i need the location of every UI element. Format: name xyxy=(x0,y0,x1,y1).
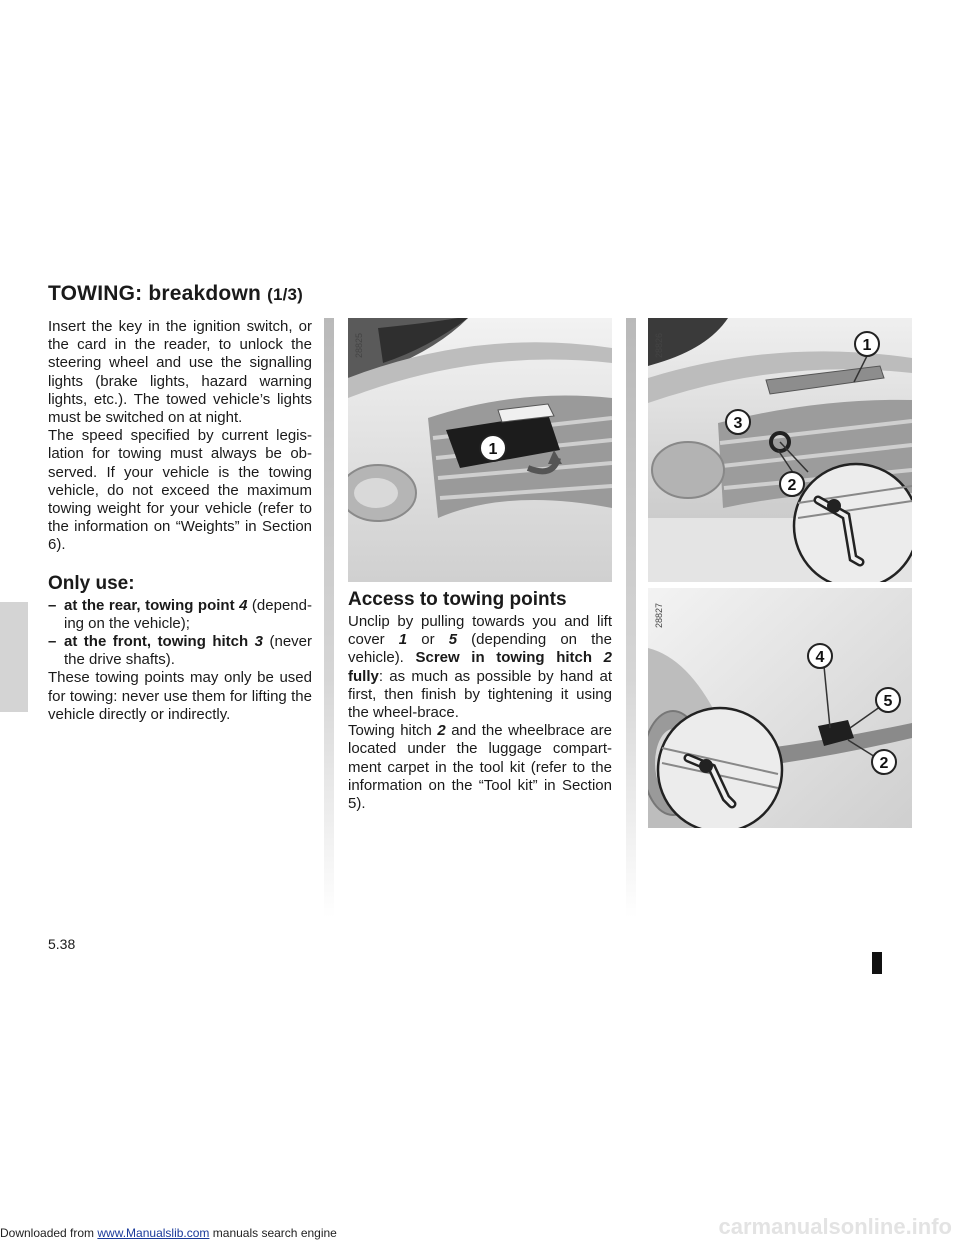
list-text xyxy=(64,597,312,633)
figure-front-hitch xyxy=(648,318,912,582)
text-run: : as much as possible by hand at first, then finish by tightening it using the wheel-brace. xyxy=(348,667,612,722)
left-column xyxy=(48,318,312,724)
intro-paragraph-2: The speed specified by current legis-lation for towing must always be ob-served. If your vehicle is the towing vehicle, do not exceed the maximum towing weight for your vehicle (refer to the information on “Weights” in Section 6). xyxy=(48,427,312,554)
callout-label: 1 xyxy=(488,441,498,458)
ref-number: 1 xyxy=(398,631,408,649)
list-ref: 3 xyxy=(254,633,264,651)
list-rest: (depend-ing on the vehicle); xyxy=(64,596,312,632)
callout-label: 5 xyxy=(883,693,893,710)
title-text: TOWING: breakdown xyxy=(48,282,262,305)
access-paragraph-1 xyxy=(348,613,612,722)
text-run: Towing hitch xyxy=(348,722,438,740)
column-separator xyxy=(626,318,636,918)
end-marker xyxy=(872,952,882,974)
rear-point-illustration xyxy=(648,588,912,828)
callout-label: 4 xyxy=(815,649,825,666)
figure-front-cover xyxy=(348,318,612,582)
closing-paragraph: These towing points may only be used for towing: never use them for lifting the vehicle directly or indirectly. xyxy=(48,669,312,723)
manualslib-link[interactable]: www.Manualslib.com xyxy=(97,1226,210,1240)
list-item xyxy=(48,633,312,669)
figure-number: 28825 xyxy=(354,332,364,358)
list-bold: at the front, towing hitch xyxy=(64,633,249,651)
ref-number: 5 xyxy=(448,631,458,649)
text-run: Unclip by pulling towards you and lift cover xyxy=(348,613,612,649)
bold-text: Screw in towing hitch xyxy=(415,649,593,667)
only-use-heading: Only use: xyxy=(48,572,135,594)
footer-suffix: manuals search engine xyxy=(209,1226,337,1240)
figure-number: 28827 xyxy=(654,602,664,628)
list-item xyxy=(48,597,312,633)
access-heading: Access to towing points xyxy=(348,589,567,610)
ref-number: 2 xyxy=(437,722,446,740)
download-footer xyxy=(0,1226,337,1240)
list-dash: – xyxy=(48,596,57,614)
front-cover-illustration xyxy=(348,318,612,582)
column-separator xyxy=(324,318,334,918)
text-run: or xyxy=(407,631,449,649)
watermark: carmanualsonline.info xyxy=(718,1214,952,1239)
callout-label: 2 xyxy=(879,755,889,772)
page-number: 5.38 xyxy=(48,936,76,952)
list-bold: at the rear, towing point xyxy=(64,596,235,614)
figure-rear-point xyxy=(648,588,912,828)
page-title xyxy=(48,282,303,306)
intro-paragraph-1: Insert the key in the ignition switch, or the card in the reader, to unlock the steering wheel and use the signalling lights (brake lights, hazard warning lights, etc.). The towed vehicle’s lights must be switched on at night. xyxy=(48,318,312,427)
text-run: and the wheelbrace are located under the luggage compart-ment carpet in the tool kit (refer to the information on the “Tool kit” in Section 5). xyxy=(348,722,612,813)
callout-label: 3 xyxy=(733,415,743,432)
ref-number: 2 xyxy=(603,649,612,667)
callout-label: 2 xyxy=(787,477,797,494)
list-text xyxy=(64,633,312,669)
front-hitch-illustration xyxy=(648,318,912,582)
bold-text: fully xyxy=(348,667,379,685)
text-run: (depending on the vehicle). xyxy=(348,631,612,667)
list-ref: 4 xyxy=(239,596,248,614)
list-rest: (never the drive shafts). xyxy=(64,633,313,669)
footer-prefix: Downloaded from xyxy=(0,1226,98,1240)
sidebar-tab xyxy=(0,602,28,712)
figure-number: 28826 xyxy=(654,332,664,358)
callout-label: 1 xyxy=(862,337,872,354)
list-dash: – xyxy=(48,633,57,651)
title-part: (1/3) xyxy=(267,285,304,304)
access-paragraph-2 xyxy=(348,722,612,813)
middle-column xyxy=(348,589,612,813)
